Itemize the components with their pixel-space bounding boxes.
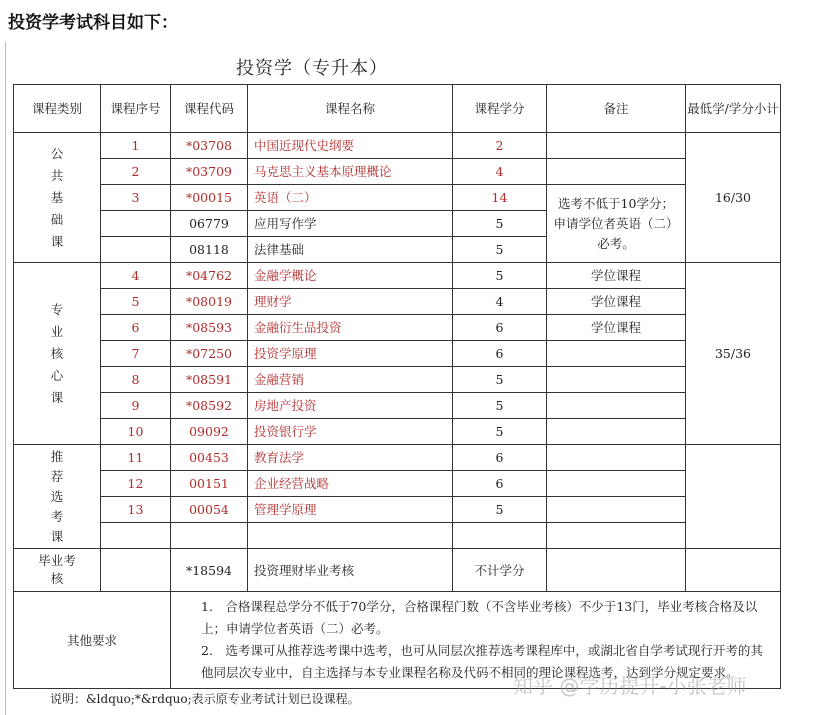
category-elective: 推荐选考课	[14, 445, 101, 549]
table-row	[14, 185, 781, 211]
course-name: 马克思主义基本原理概论	[248, 159, 453, 185]
course-name: 教育法学	[248, 445, 453, 471]
course-number: 4	[101, 263, 171, 289]
table-row	[14, 263, 781, 289]
empty-cell	[101, 549, 171, 592]
course-credit: 4	[453, 289, 547, 315]
course-code: 09092	[171, 419, 248, 445]
course-credit: 5	[453, 497, 547, 523]
page-heading: 投资学考试科目如下：	[8, 13, 178, 33]
course-credit: 5	[453, 211, 547, 237]
course-remark	[547, 159, 686, 185]
table-row	[14, 315, 781, 341]
course-number: 12	[101, 471, 171, 497]
graduation-credit: 不计学分	[453, 549, 547, 592]
course-number: 10	[101, 419, 171, 445]
course-credit: 6	[453, 341, 547, 367]
category-public: 公共基础课	[14, 133, 101, 263]
table-row	[14, 419, 781, 445]
table-row	[14, 497, 781, 523]
course-number: 13	[101, 497, 171, 523]
course-credit: 2	[453, 133, 547, 159]
course-name: 管理学原理	[248, 497, 453, 523]
course-credit: 5	[453, 367, 547, 393]
header-name: 课程名称	[248, 85, 453, 133]
requirement-item-1: 1. 合格课程总学分不低于70学分，合格课程门数（不含毕业考核）不少于13门，毕业考核合格及以上；申请学位者英语（二）必考。	[201, 599, 758, 636]
course-code: *08019	[171, 289, 248, 315]
course-remark	[547, 393, 686, 419]
header-number: 课程序号	[101, 85, 171, 133]
table-header-row	[14, 85, 781, 133]
empty-cell	[101, 523, 171, 549]
header-subtotal: 最低学/学分小计	[686, 85, 781, 133]
course-remark: 学位课程	[547, 289, 686, 315]
course-credit: 5	[453, 393, 547, 419]
course-number: 7	[101, 341, 171, 367]
category-graduation: 毕业考核	[14, 549, 101, 592]
course-remark	[547, 419, 686, 445]
course-code: *08591	[171, 367, 248, 393]
empty-cell	[547, 523, 686, 549]
course-name: 企业经营战略	[248, 471, 453, 497]
header-code: 课程代码	[171, 85, 248, 133]
course-code: 00453	[171, 445, 248, 471]
course-name: 投资学原理	[248, 341, 453, 367]
course-code: *08592	[171, 393, 248, 419]
course-credit: 5	[453, 419, 547, 445]
course-name: 中国近现代史纲要	[248, 133, 453, 159]
course-number: 9	[101, 393, 171, 419]
course-name: 理财学	[248, 289, 453, 315]
header-credit: 课程学分	[453, 85, 547, 133]
course-code: *03709	[171, 159, 248, 185]
course-number: 2	[101, 159, 171, 185]
document-title: 投资学（专升本）	[236, 58, 388, 79]
course-code: *08593	[171, 315, 248, 341]
course-remark	[547, 367, 686, 393]
course-name: 房地产投资	[248, 393, 453, 419]
course-code: 00054	[171, 497, 248, 523]
course-name: 金融学概论	[248, 263, 453, 289]
watermark: 知乎 @学历提升-小张老师	[513, 674, 747, 698]
remark-public: 选考不低于10学分；申请学位者英语（二）必考。	[547, 185, 686, 263]
course-code: 00151	[171, 471, 248, 497]
course-credit: 6	[453, 315, 547, 341]
course-number: 11	[101, 445, 171, 471]
course-credit: 4	[453, 159, 547, 185]
course-name: 金融营销	[248, 367, 453, 393]
course-remark	[547, 341, 686, 367]
course-number: 1	[101, 133, 171, 159]
course-table	[13, 84, 781, 689]
table-row	[14, 523, 781, 549]
course-credit: 14	[453, 185, 547, 211]
course-name: 应用写作学	[248, 211, 453, 237]
course-code: *04762	[171, 263, 248, 289]
course-code: 08118	[171, 237, 248, 263]
category-core: 专业核心课	[14, 263, 101, 445]
empty-cell	[453, 523, 547, 549]
graduation-name: 投资理财毕业考核	[248, 549, 453, 592]
table-row	[14, 471, 781, 497]
course-remark: 学位课程	[547, 263, 686, 289]
course-name: 英语（二）	[248, 185, 453, 211]
course-number: 5	[101, 289, 171, 315]
table-row	[14, 549, 781, 592]
course-number	[101, 237, 171, 263]
course-number	[101, 211, 171, 237]
course-code: *00015	[171, 185, 248, 211]
empty-cell	[171, 523, 248, 549]
course-remark	[547, 133, 686, 159]
course-name: 法律基础	[248, 237, 453, 263]
table-row	[14, 445, 781, 471]
subtotal-elective	[686, 445, 781, 549]
course-number: 6	[101, 315, 171, 341]
course-credit: 5	[453, 237, 547, 263]
table-row	[14, 289, 781, 315]
empty-cell	[686, 549, 781, 592]
subtotal-public: 16/30	[686, 133, 781, 263]
course-remark	[547, 445, 686, 471]
table-row	[14, 133, 781, 159]
table-row	[14, 393, 781, 419]
course-number: 3	[101, 185, 171, 211]
course-credit: 6	[453, 471, 547, 497]
course-code: 06779	[171, 211, 248, 237]
empty-cell	[248, 523, 453, 549]
header-remark: 备注	[547, 85, 686, 133]
course-name: 投资银行学	[248, 419, 453, 445]
table-row	[14, 367, 781, 393]
requirements-label: 其他要求	[14, 592, 171, 689]
empty-cell	[547, 549, 686, 592]
course-name: 金融衍生品投资	[248, 315, 453, 341]
course-credit: 6	[453, 445, 547, 471]
subtotal-core: 35/36	[686, 263, 781, 445]
header-category: 课程类别	[14, 85, 101, 133]
course-remark	[547, 497, 686, 523]
course-remark	[547, 471, 686, 497]
table-row	[14, 159, 781, 185]
requirement-item-2: 2. 选考课可从推荐选考课中选考，也可从同层次推荐选考课程库中，或湖北省自学考试现行开考的其他同层次专业中，自主选择与本专业课程名称及代码不相同的理论课程选考，达到学分规定要求。	[201, 643, 763, 680]
footnote: 说明：&ldquo;*&rdquo;表示原专业考试计划已设课程。	[50, 692, 360, 706]
course-credit: 5	[453, 263, 547, 289]
course-number: 8	[101, 367, 171, 393]
course-code: *07250	[171, 341, 248, 367]
table-row	[14, 341, 781, 367]
course-remark: 学位课程	[547, 315, 686, 341]
course-code: *03708	[171, 133, 248, 159]
graduation-code: *18594	[171, 549, 248, 592]
